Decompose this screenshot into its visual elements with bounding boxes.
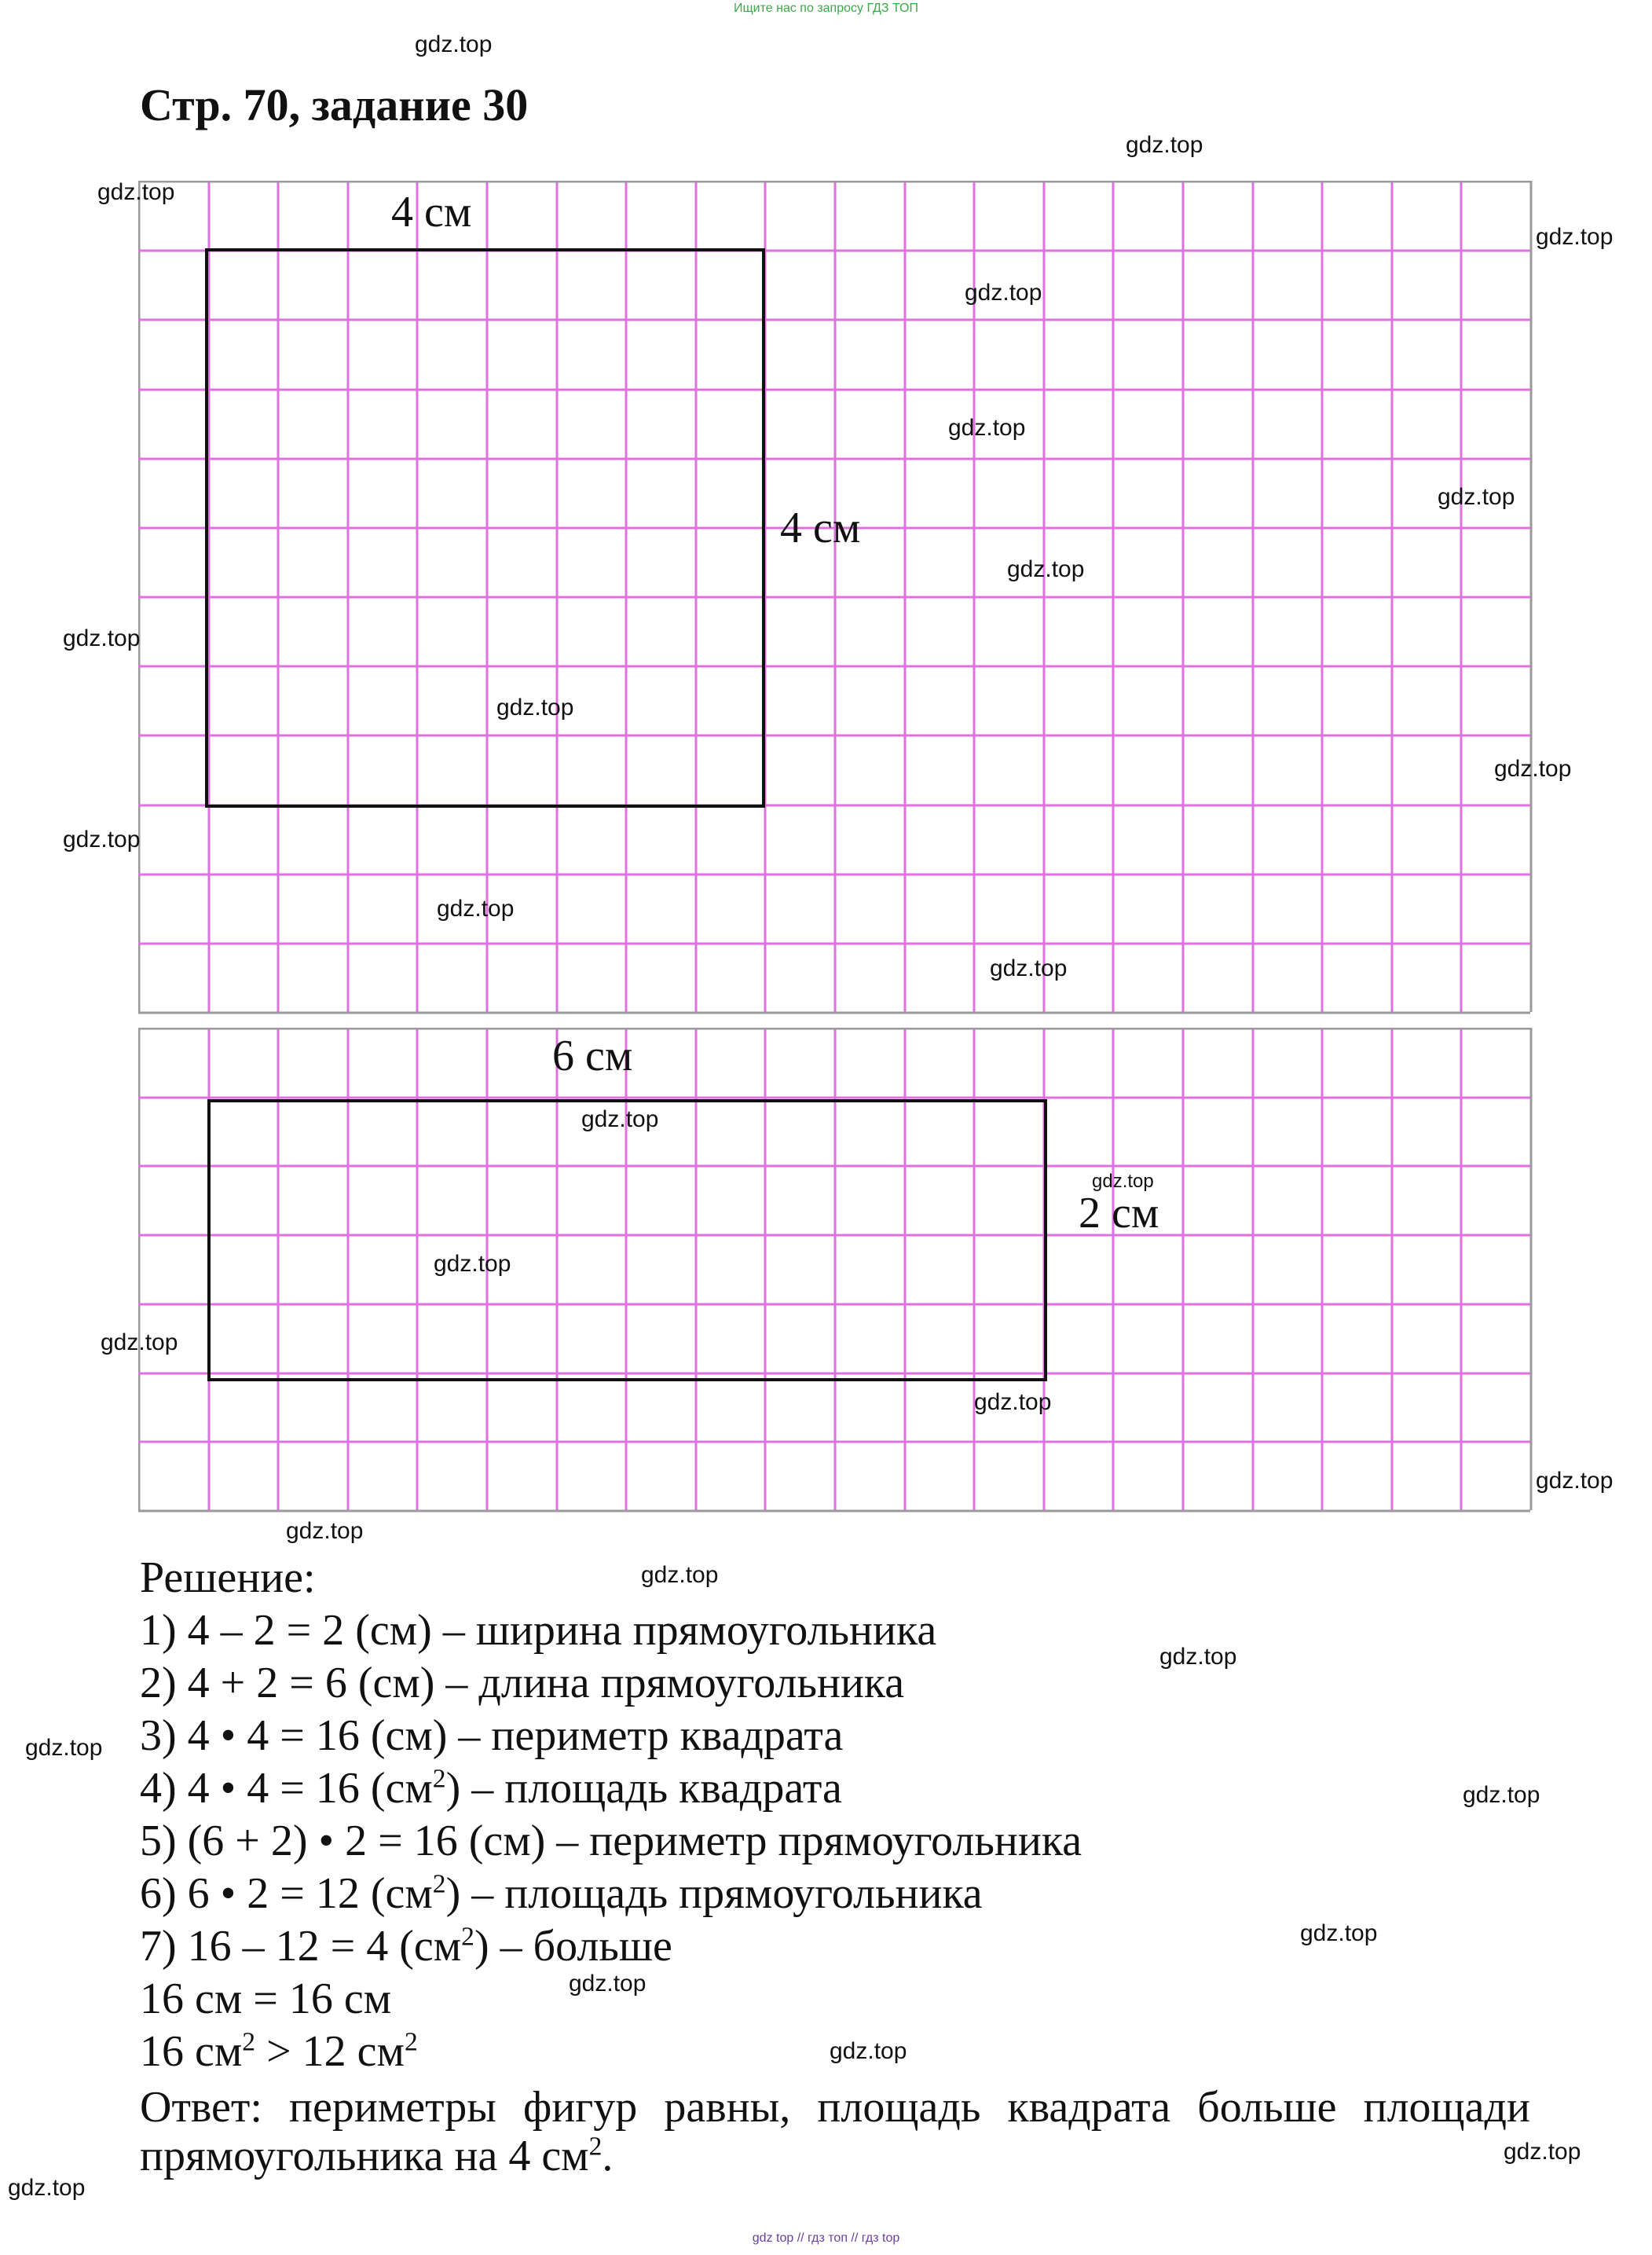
grid-rectangle: [138, 1028, 1533, 1513]
watermark: gdz.top: [1463, 1782, 1540, 1808]
solution-step-4: 4) 4 • 4 = 16 $(см^2)$ – площадь квадрата: [140, 1764, 842, 1813]
solution-heading: Решение:: [140, 1553, 316, 1602]
comparison-area: 16 $см^2 > 12$ $см^2$: [140, 2027, 418, 2076]
watermark: gdz.top: [1438, 484, 1515, 510]
watermark: gdz.top: [1300, 1920, 1378, 1946]
solution-block: [140, 1552, 1530, 2180]
page-title: Стр. 70, задание 30: [140, 79, 529, 130]
solution-step-2: 2) 4 + 2 = 6 (см) – длина прямоугольника: [140, 1659, 905, 1707]
watermark: gdz.top: [25, 1735, 103, 1761]
watermark: gdz.top: [1092, 1171, 1154, 1192]
watermark: gdz.top: [97, 179, 175, 205]
bottom-banner: gdz top // гдз топ // гдз top: [752, 2231, 900, 2245]
watermark: gdz.top: [415, 31, 493, 57]
watermark: gdz.top: [1504, 2139, 1581, 2165]
watermark: gdz.top: [581, 1106, 659, 1132]
watermark: gdz.top: [569, 1971, 647, 1996]
watermark: gdz.top: [1536, 1468, 1614, 1494]
solution-step-5: 5) (6 + 2) • 2 = 16 (см) – периметр прямоугольника: [140, 1817, 1082, 1865]
rectangle-width-label: 2 см: [1079, 1189, 1159, 1238]
watermark: gdz.top: [8, 2175, 86, 2201]
watermark: gdz.top: [434, 1251, 511, 1277]
grid-lines: [138, 181, 1531, 1013]
rectangle-length-label: 6 см: [552, 1032, 633, 1080]
solution-step-1: 1) 4 – 2 = 2 (см) – ширина прямоугольника: [140, 1606, 937, 1655]
square-height-label: 4 см: [780, 504, 861, 552]
top-banner: Ищите нас по запросу ГДЗ ТОП: [734, 2, 918, 15]
watermark: gdz.top: [990, 955, 1068, 981]
watermark: gdz.top: [830, 2038, 907, 2064]
watermark: gdz.top: [63, 827, 141, 852]
watermark: gdz.top: [974, 1389, 1052, 1415]
watermark: gdz.top: [948, 415, 1026, 441]
answer-text: Ответ: периметры фигур равны, площадь квадрата больше площади прямоугольника на 4 $см^2$.: [140, 2083, 1530, 2180]
solution-step-6: 6) 6 • 2 = 12 $(см^2)$ – площадь прямоугольника: [140, 1869, 983, 1918]
watermark: gdz.top: [1159, 1644, 1237, 1670]
solution-step-3: 3) 4 • 4 = 16 (см) – периметр квадрата: [140, 1711, 844, 1760]
watermark: gdz.top: [496, 695, 574, 720]
solution-step-7: 7) 16 – 12 = 4 $(см^2)$ – больше: [140, 1922, 672, 1971]
grid-square: [138, 181, 1533, 1015]
watermark: gdz.top: [101, 1329, 178, 1355]
watermark: gdz.top: [1126, 132, 1203, 158]
watermark: gdz.top: [63, 625, 141, 651]
comparison-perimeter: 16 см = 16 см: [140, 1974, 392, 2023]
square-side-label: 4 см: [391, 188, 472, 236]
watermark: gdz.top: [286, 1518, 364, 1544]
watermark: gdz.top: [965, 280, 1042, 306]
watermark: gdz.top: [437, 896, 515, 922]
watermark: gdz.top: [1536, 224, 1614, 250]
watermark: gdz.top: [1494, 756, 1572, 782]
watermark: gdz.top: [1007, 556, 1085, 582]
watermark: gdz.top: [641, 1562, 719, 1588]
